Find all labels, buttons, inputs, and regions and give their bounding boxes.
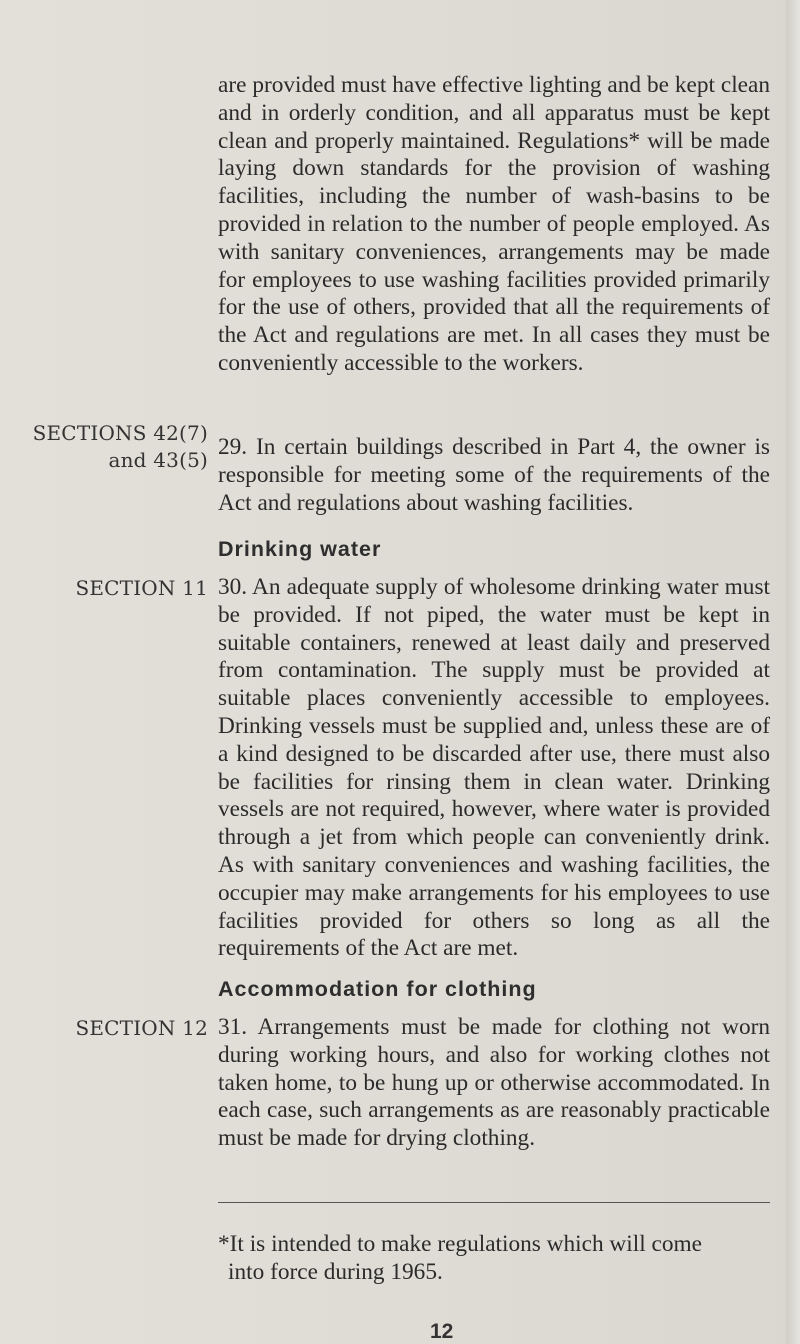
footnote-line: into force during 1965.: [228, 1259, 443, 1285]
paragraph-30: 30. An adequate supply of wholesome drinking water must be provided. If not piped, the water must be kept in suitable containers, renewed at least daily and preserved from contamination. The supply must be provided at suitable places conveniently accessible to employees. Drinking vessels must be supplied and, unless these are of a kind designed to be discarded after use, there must also be facilities for rinsing them in clean water. Drinking vessels are not required, however, where water is provided through a jet from which people can conveniently drink. As with sanitary conveniences and washing facilities, the occupier may make arrangements for his employees to use facilities provided for others so long as all the requirements of the Act are met.: [218, 574, 770, 962]
section-heading-drinking-water: Drinking water: [218, 537, 382, 561]
section-heading-accommodation-clothing: Accommodation for clothing: [218, 977, 537, 1001]
margin-note-line: SECTION 11: [75, 576, 208, 600]
margin-note-section-12: [0, 1015, 208, 1042]
paragraph-29: 29. In certain buildings described in Part 4, the owner is responsible for meeting some of the requirements of the Act and regulations about washing facilities.: [218, 434, 770, 516]
margin-note-sections-42-43: [0, 420, 208, 474]
drinking-water-heading-block: [218, 535, 770, 563]
paragraph-30-block: [218, 574, 770, 963]
footnote: [218, 1230, 770, 1286]
margin-note-section-11: [0, 575, 208, 602]
margin-note-line: SECTION 12: [75, 1016, 208, 1040]
paragraph-31-block: [218, 1014, 770, 1153]
page-edge: [786, 0, 800, 1344]
continuation-paragraph-block: [218, 72, 770, 378]
page-number: 12: [430, 1320, 454, 1343]
footnote-line: *It is intended to make regulations which will come: [218, 1231, 702, 1257]
margin-note-line: and 43(5): [108, 448, 208, 472]
footnote-divider: [218, 1202, 770, 1203]
paragraph-31: 31. Arrangements must be made for clothing not worn during working hours, and also for working clothes not taken home, to be hung up or otherwise accommodated. In each case, such arrangements as are reasonably practicable must be made for drying clothing.: [218, 1014, 770, 1152]
accommodation-heading-block: [218, 975, 770, 1003]
paragraph-29-block: [218, 434, 770, 517]
continuation-paragraph: are provided must have effective lighting and be kept clean and in orderly condition, and all apparatus must be kept clean and properly maintained. Regulations* will be made laying down standards for the provision of washing facilities, including the number of wash-basins to be provided in relation to the number of people employed. As with sanitary conveniences, arrangements may be made for employees to use washing facilities provided primarily for the use of others, provided that all the requirements of the Act and regulations are met. In all cases they must be conveniently accessible to the workers.: [218, 72, 770, 376]
margin-note-line: SECTIONS 42(7): [32, 421, 208, 445]
